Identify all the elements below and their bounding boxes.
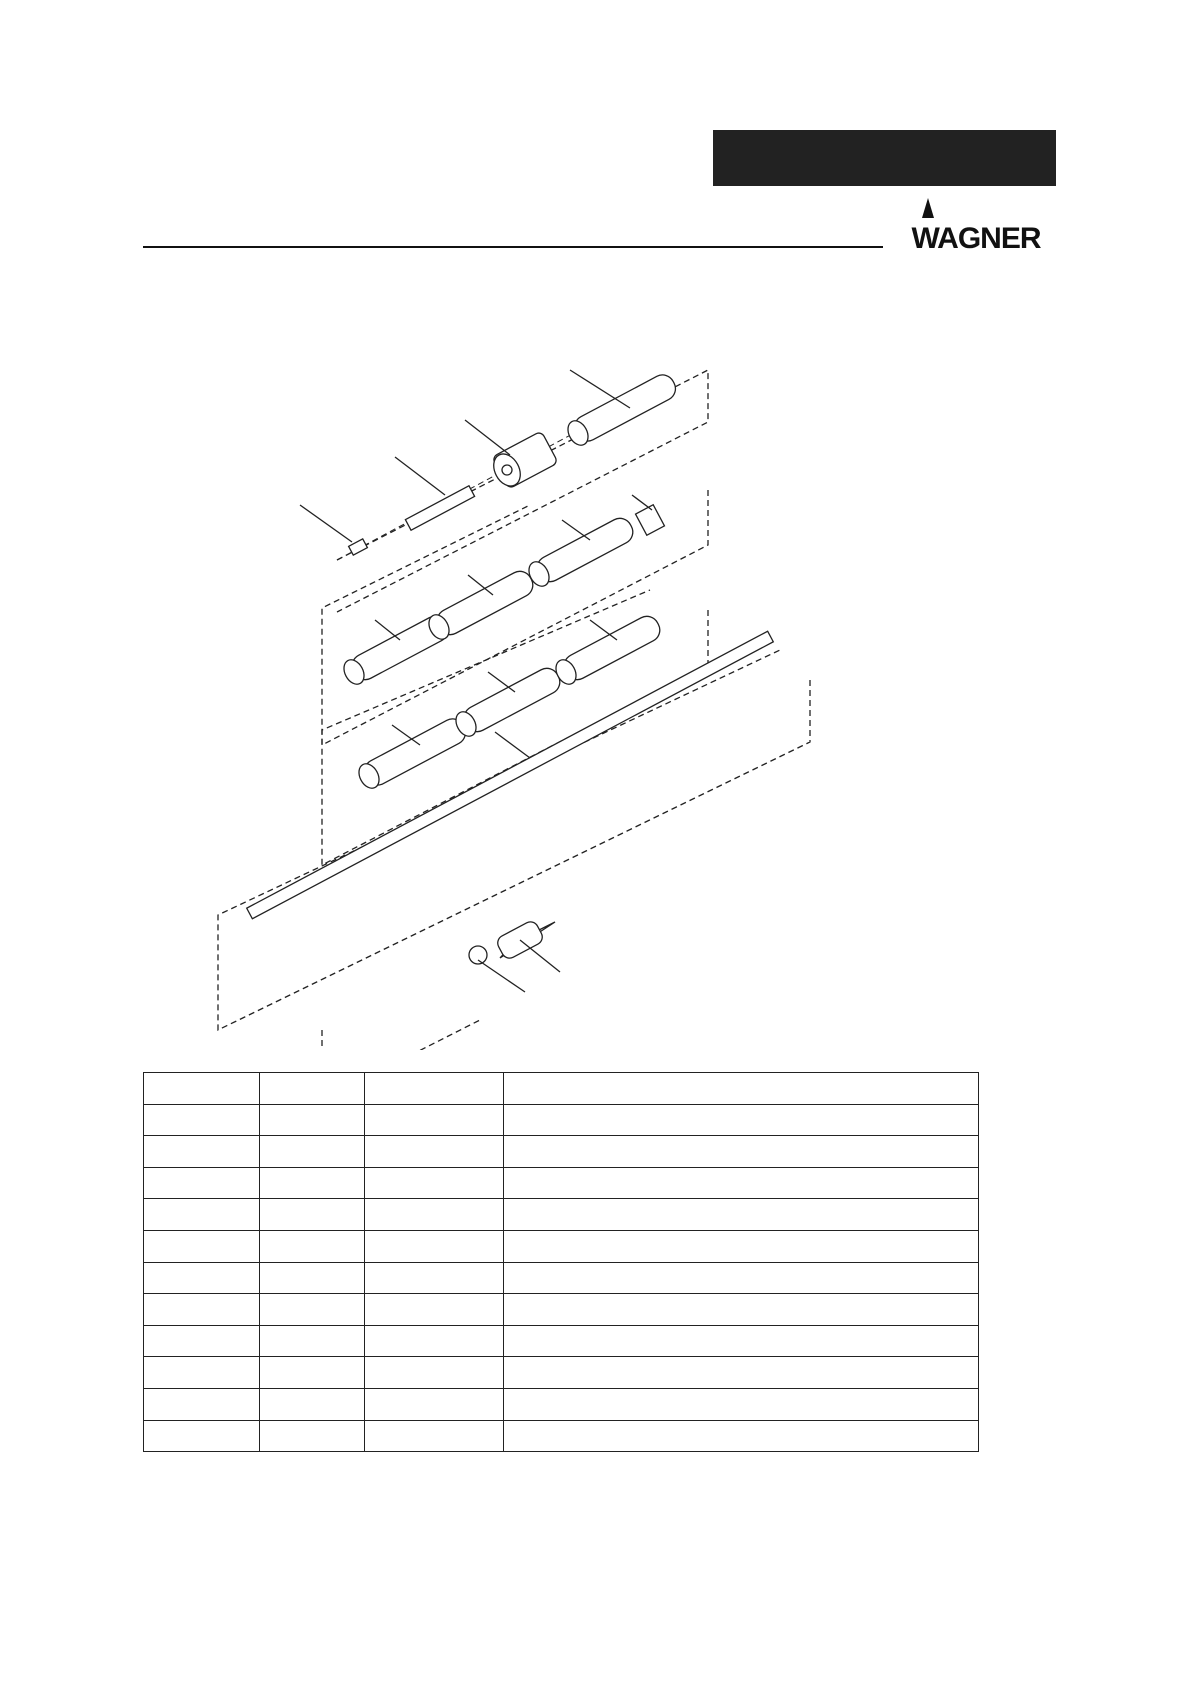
table-row xyxy=(144,1420,979,1452)
table-row xyxy=(144,1262,979,1294)
table-cell xyxy=(144,1167,260,1199)
part-extension-tube-a3 xyxy=(525,514,637,590)
table-row xyxy=(144,1357,979,1389)
table-row xyxy=(144,1294,979,1326)
table-cell xyxy=(144,1294,260,1326)
table-row xyxy=(144,1199,979,1231)
part-short-shaft xyxy=(395,457,475,530)
part-coupling xyxy=(465,420,558,491)
table-cell xyxy=(260,1388,365,1420)
exploded-parts-diagram xyxy=(0,330,1190,1050)
part-clip-nut xyxy=(632,495,664,535)
table-cell xyxy=(504,1104,979,1136)
table-cell xyxy=(144,1357,260,1389)
table-cell xyxy=(504,1230,979,1262)
table-cell xyxy=(260,1136,365,1168)
brand-logo-text: WAGNER xyxy=(911,222,1041,255)
table-cell xyxy=(144,1104,260,1136)
part-screw xyxy=(300,505,367,555)
table-cell xyxy=(365,1136,504,1168)
table-cell xyxy=(260,1294,365,1326)
table-cell xyxy=(365,1325,504,1357)
table-cell xyxy=(365,1073,504,1105)
frame-tip xyxy=(322,1020,480,1050)
table-cell xyxy=(365,1294,504,1326)
table-row xyxy=(144,1388,979,1420)
table-cell xyxy=(504,1136,979,1168)
table-cell xyxy=(504,1167,979,1199)
table-cell xyxy=(504,1262,979,1294)
table-row xyxy=(144,1136,979,1168)
table-cell xyxy=(260,1199,365,1231)
table-cell xyxy=(365,1262,504,1294)
table-row xyxy=(144,1073,979,1105)
table-cell xyxy=(365,1357,504,1389)
table-cell xyxy=(365,1104,504,1136)
table-cell xyxy=(144,1230,260,1262)
table-cell xyxy=(365,1167,504,1199)
table-cell xyxy=(504,1199,979,1231)
table-cell xyxy=(144,1199,260,1231)
table-row xyxy=(144,1104,979,1136)
part-extension-tube-a2 xyxy=(425,567,537,643)
part-extension-tube-top xyxy=(564,370,680,449)
table-cell xyxy=(260,1357,365,1389)
table-cell xyxy=(365,1388,504,1420)
table-cell xyxy=(144,1073,260,1105)
table-cell xyxy=(144,1420,260,1452)
table-cell xyxy=(504,1073,979,1105)
table-cell xyxy=(504,1294,979,1326)
table-cell xyxy=(260,1167,365,1199)
header-bar xyxy=(713,130,1056,186)
table-cell xyxy=(504,1357,979,1389)
table-cell xyxy=(260,1104,365,1136)
table-cell xyxy=(260,1230,365,1262)
parts-table xyxy=(143,1072,979,1452)
table-cell xyxy=(260,1420,365,1452)
table-cell xyxy=(260,1073,365,1105)
table-cell xyxy=(504,1388,979,1420)
table-row xyxy=(144,1167,979,1199)
table-cell xyxy=(144,1262,260,1294)
table-cell xyxy=(504,1325,979,1357)
header-rule xyxy=(143,246,883,248)
part-extension-tube-b3 xyxy=(552,612,664,688)
brand-logo xyxy=(892,198,1060,255)
table-row xyxy=(144,1325,979,1357)
table-cell xyxy=(144,1388,260,1420)
part-extension-tube-b2 xyxy=(452,664,564,740)
table-cell xyxy=(144,1136,260,1168)
table-row xyxy=(144,1230,979,1262)
part-conical-tip xyxy=(495,919,560,972)
table-cell xyxy=(260,1262,365,1294)
table-cell xyxy=(260,1325,365,1357)
table-cell xyxy=(365,1230,504,1262)
table-cell xyxy=(504,1420,979,1452)
part-long-rod xyxy=(247,631,774,919)
table-cell xyxy=(365,1199,504,1231)
part-extension-tube-b1 xyxy=(355,715,470,792)
table-cell xyxy=(365,1420,504,1452)
table-cell xyxy=(144,1325,260,1357)
